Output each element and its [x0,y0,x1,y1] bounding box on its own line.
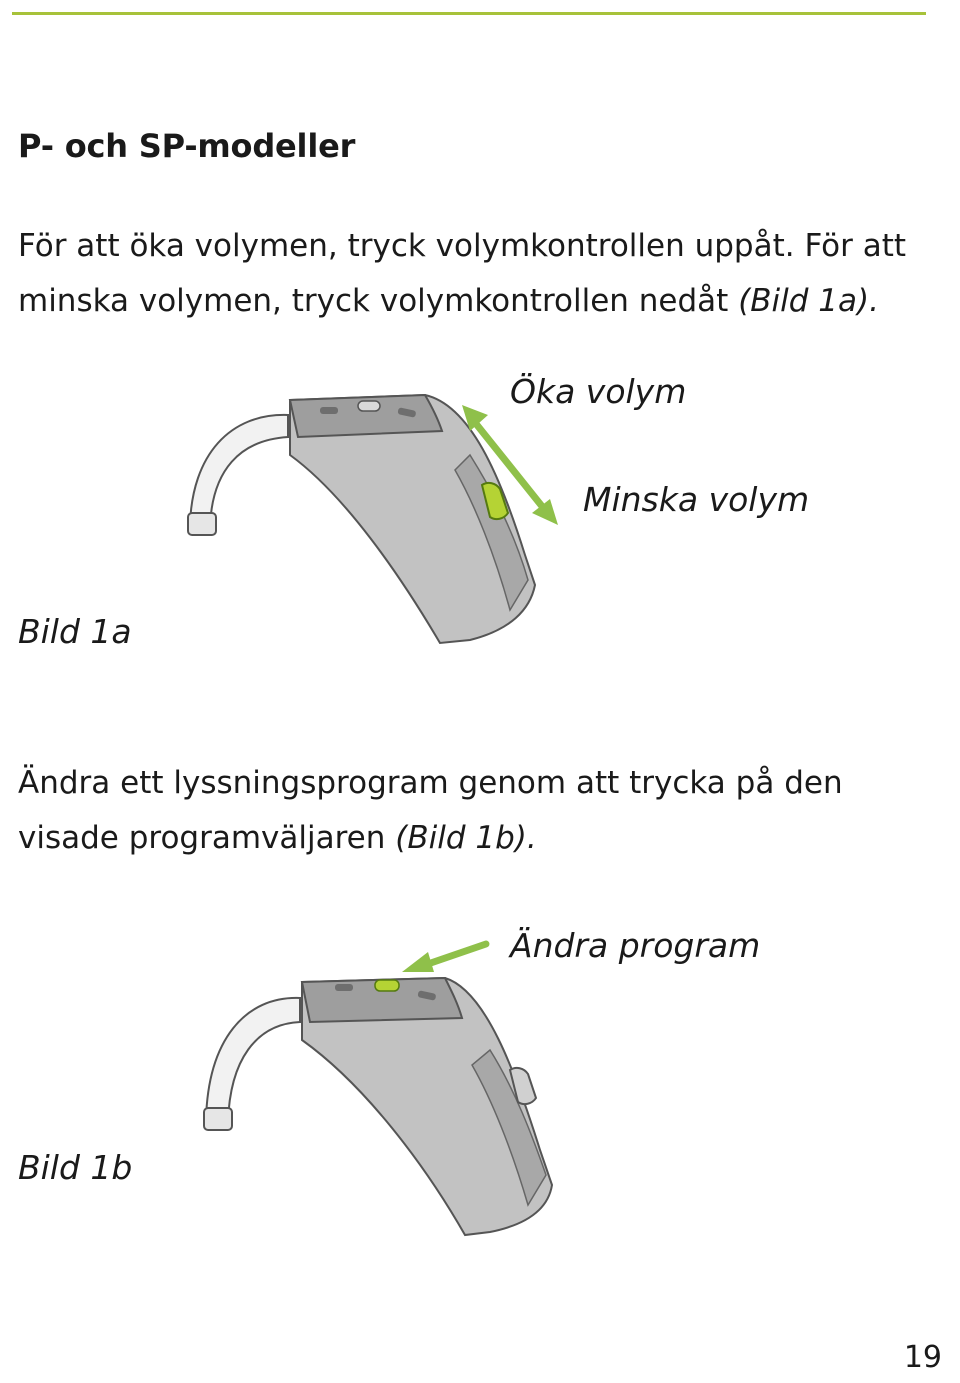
label-decrease-volume: Minska volym [583,480,810,519]
hearing-aid-illustration-1a [170,385,570,665]
figure-caption-1a: Bild 1a [18,612,132,651]
label-change-program: Ändra program [510,926,761,965]
figure-ref-1b: (Bild 1b). [395,820,537,856]
hearing-aid-illustration-1b [190,970,590,1250]
paragraph-volume-line-2-text: minska volymen, tryck volymkontrollen nedåt [18,283,739,319]
top-slot-left-1b [335,984,353,991]
paragraph-program-line-2-text: visade programväljaren [18,820,396,856]
figure-caption-1b: Bild 1b [18,1148,133,1187]
paragraph-program-line-1: Ändra ett lyssningsprogram genom att trycka på den [18,765,843,801]
program-button-1a [358,401,380,411]
top-rule [12,12,926,15]
paragraph-volume-line-1: För att öka volymen, tryck volymkontrollen uppåt. För att [18,228,907,264]
top-slot-left-1a [320,407,338,414]
paragraph-program [18,756,843,866]
paragraph-volume [18,219,906,329]
program-button-1b [375,980,399,991]
ear-hook-1a [190,415,288,527]
label-increase-volume: Öka volym [510,372,687,411]
ear-hook-1b [206,998,300,1122]
figure-ref-1a: (Bild 1a). [738,283,879,319]
page-number: 19 [903,1340,942,1375]
ear-hook-tip-1b [204,1108,232,1130]
ear-hook-tip-1a [188,513,216,535]
section-heading: P- och SP-modeller [18,127,356,165]
paragraph-program-line-2 [18,811,843,866]
program-arrow-icon [400,938,490,978]
paragraph-volume-line-2 [18,274,906,329]
